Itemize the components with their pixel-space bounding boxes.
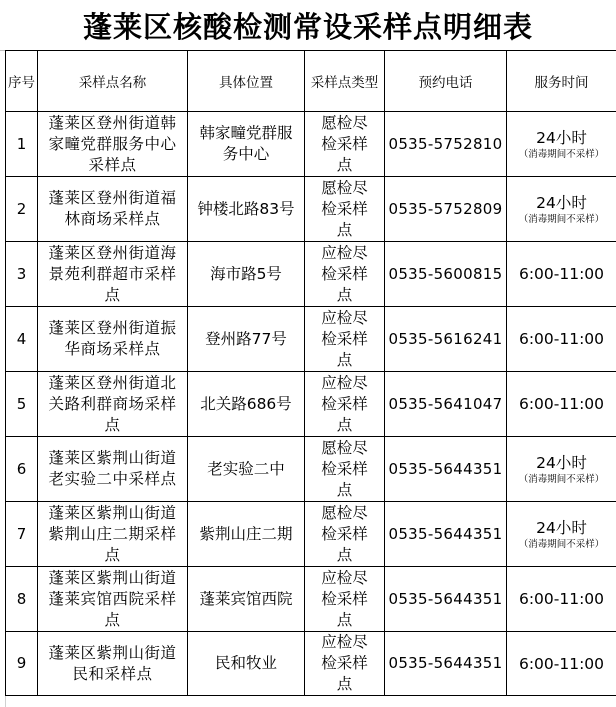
site-type: 应检尽检采样点 xyxy=(305,242,385,307)
site-type: 应检尽检采样点 xyxy=(305,372,385,437)
site-name: 蓬莱区紫荆山街道老实验二中采样点 xyxy=(38,437,188,502)
service-hours-value: 6:00-11:00 xyxy=(518,590,605,608)
site-type: 愿检尽检采样点 xyxy=(305,437,385,502)
site-location: 钟楼北路83号 xyxy=(188,177,305,242)
service-hours-note: （消毒期间不采样） xyxy=(518,538,605,550)
table-body xyxy=(6,112,616,696)
service-hours xyxy=(507,372,616,437)
table-row xyxy=(6,372,616,437)
site-location: 登州路77号 xyxy=(188,307,305,372)
service-hours-value: 6:00-11:00 xyxy=(518,654,605,673)
site-location: 海市路5号 xyxy=(188,242,305,307)
service-hours xyxy=(507,632,616,696)
row-index: 7 xyxy=(6,502,38,567)
site-type: 应检尽检采样点 xyxy=(305,567,385,632)
site-type: 应检尽检采样点 xyxy=(305,307,385,372)
service-hours-value: 6:00-11:00 xyxy=(518,395,605,413)
booking-phone: 0535-5644351 xyxy=(385,567,507,632)
service-hours xyxy=(507,307,616,372)
page-title: 蓬莱区核酸检测常设采样点明细表 xyxy=(0,0,616,51)
site-location: 老实验二中 xyxy=(188,437,305,502)
booking-phone: 0535-5600815 xyxy=(385,242,507,307)
service-hours xyxy=(507,567,616,632)
table-row xyxy=(6,307,616,372)
service-hours xyxy=(507,112,616,177)
booking-phone: 0535-5752810 xyxy=(385,112,507,177)
table-row xyxy=(6,632,616,696)
site-type: 应检尽检采样点 xyxy=(305,632,385,696)
table-row xyxy=(6,502,616,567)
service-hours-note: （消毒期间不采样） xyxy=(518,148,605,160)
row-index: 9 xyxy=(6,632,38,696)
site-name: 蓬莱区登州街道振华商场采样点 xyxy=(38,307,188,372)
service-hours-value: 24小时 xyxy=(536,518,587,537)
site-type: 愿检尽检采样点 xyxy=(305,112,385,177)
service-hours-value: 6:00-11:00 xyxy=(518,330,605,348)
row-index: 5 xyxy=(6,372,38,437)
service-hours xyxy=(507,177,616,242)
site-name: 蓬莱区登州街道福林商场采样点 xyxy=(38,177,188,242)
booking-phone: 0535-5641047 xyxy=(385,372,507,437)
service-hours-value: 24小时 xyxy=(536,128,587,147)
row-index: 8 xyxy=(6,567,38,632)
site-location: 紫荆山庄二期 xyxy=(188,502,305,567)
site-location: 蓬莱宾馆西院 xyxy=(188,567,305,632)
site-name: 蓬莱区紫荆山街道紫荆山庄二期采样点 xyxy=(38,502,188,567)
header-location: 具体位置 xyxy=(188,51,305,112)
header-index: 序号 xyxy=(6,51,38,112)
service-hours-value: 24小时 xyxy=(536,453,587,472)
site-name: 蓬莱区登州街道海景苑利群超市采样点 xyxy=(38,242,188,307)
site-location: 韩家疃党群服务中心 xyxy=(188,112,305,177)
table-row xyxy=(6,567,616,632)
site-name: 蓬莱区登州街道韩家疃党群服务中心采样点 xyxy=(38,112,188,177)
service-hours xyxy=(507,502,616,567)
row-index: 1 xyxy=(6,112,38,177)
booking-phone: 0535-5644351 xyxy=(385,502,507,567)
row-index: 3 xyxy=(6,242,38,307)
site-name: 蓬莱区登州街道北关路利群商场采样点 xyxy=(38,372,188,437)
service-hours xyxy=(507,242,616,307)
site-location: 民和牧业 xyxy=(188,632,305,696)
booking-phone: 0535-5616241 xyxy=(385,307,507,372)
row-index: 6 xyxy=(6,437,38,502)
site-type: 愿检尽检采样点 xyxy=(305,177,385,242)
service-hours-note: （消毒期间不采样） xyxy=(518,213,605,225)
table-row xyxy=(6,177,616,242)
row-index: 4 xyxy=(6,307,38,372)
table-row xyxy=(6,437,616,502)
service-hours-note: （消毒期间不采样） xyxy=(518,473,605,485)
sampling-sites-table xyxy=(5,50,616,696)
site-location: 北关路686号 xyxy=(188,372,305,437)
site-name: 蓬莱区紫荆山街道民和采样点 xyxy=(38,632,188,696)
table-row xyxy=(6,242,616,307)
row-index: 2 xyxy=(6,177,38,242)
service-hours-value: 6:00-11:00 xyxy=(518,265,605,283)
header-type: 采样点类型 xyxy=(305,51,385,112)
site-name: 蓬莱区紫荆山街道蓬莱宾馆西院采样点 xyxy=(38,567,188,632)
booking-phone: 0535-5644351 xyxy=(385,632,507,696)
table-header-row xyxy=(6,51,616,112)
header-phone: 预约电话 xyxy=(385,51,507,112)
booking-phone: 0535-5752809 xyxy=(385,177,507,242)
site-type: 愿检尽检采样点 xyxy=(305,502,385,567)
booking-phone: 0535-5644351 xyxy=(385,437,507,502)
table-row xyxy=(6,112,616,177)
header-hours: 服务时间 xyxy=(507,51,616,112)
service-hours-value: 24小时 xyxy=(536,193,587,212)
header-name: 采样点名称 xyxy=(38,51,188,112)
service-hours xyxy=(507,437,616,502)
